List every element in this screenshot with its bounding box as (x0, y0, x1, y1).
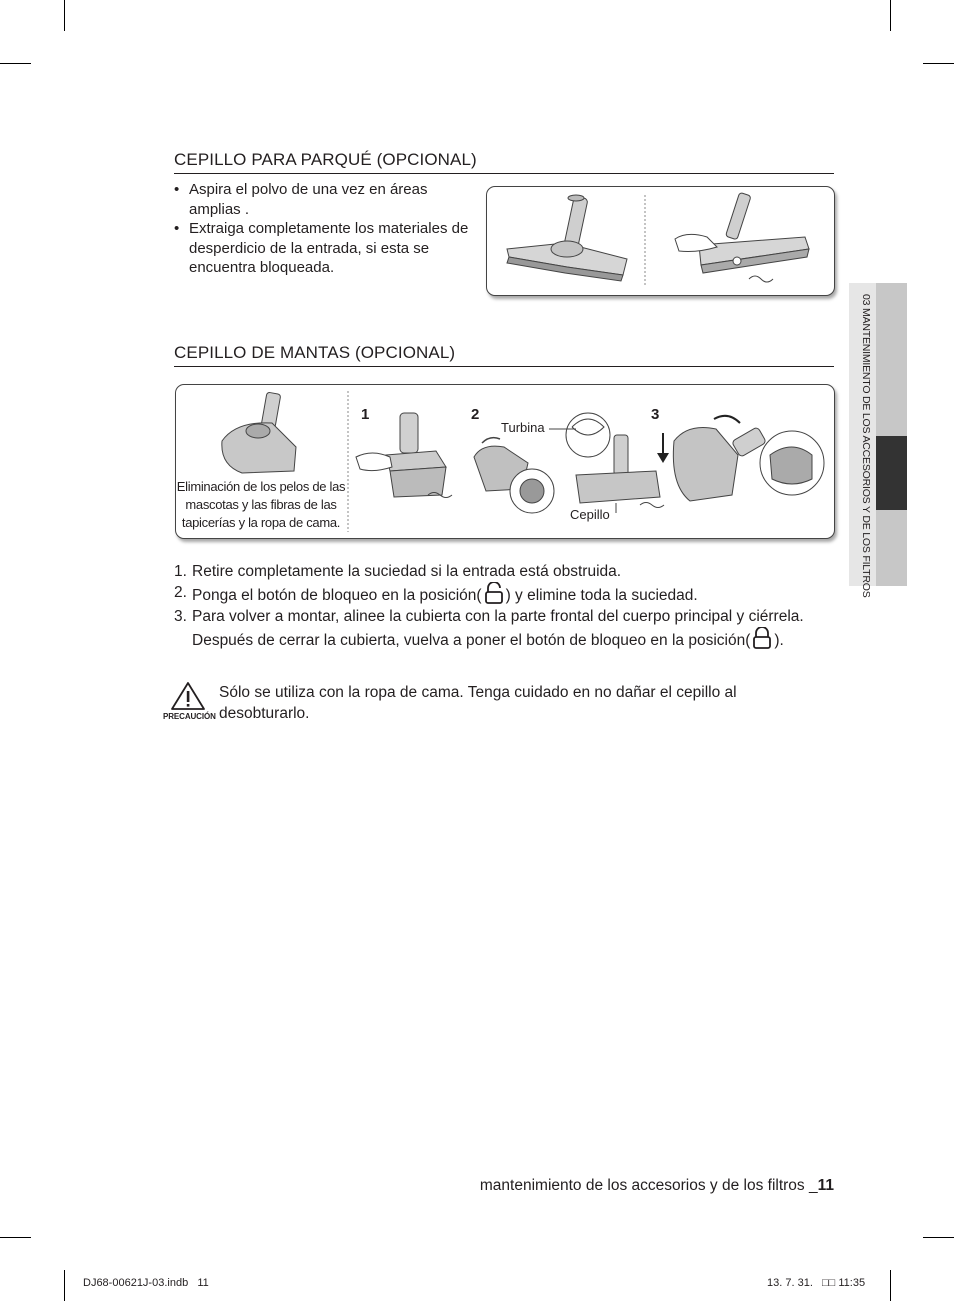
print-slug-right: 13. 7. 31. □□ 11:35 (767, 1277, 866, 1289)
lock-icon (752, 627, 772, 649)
chapter-side-tab-marker (876, 436, 907, 510)
step-text: Para volver a montar, alinee la cubierta con la parte frontal del cuerpo principal y ciérrela. Después de cerrar la cubierta, vuelva a poner el botón de bloqueo en la posición( (192, 608, 804, 649)
print-slug-left: DJ68-00621J-03.indb 11 (83, 1277, 209, 1289)
step-number: 2. (174, 584, 187, 601)
crop-mark (0, 63, 31, 64)
section-title-parquet: CEPILLO PARA PARQUÉ (OPCIONAL) (174, 150, 477, 169)
blanket-illustration-panel (175, 384, 835, 539)
caution-label: PRECAUCIÓN (163, 712, 216, 721)
turbo-brush-image (222, 392, 296, 473)
bullet-item: • Extraiga completamente los materiales de desperdicio de la entrada, si esta se encuentra bloqueada. (174, 219, 474, 278)
step-number: 1. (174, 563, 187, 580)
bullet-list (174, 180, 474, 278)
step3-image (657, 416, 824, 501)
crop-mark (0, 1237, 31, 1238)
crop-mark (890, 1270, 891, 1301)
instruction-step (174, 561, 814, 582)
crop-mark (923, 63, 954, 64)
step1-image (356, 413, 452, 498)
section-title-blanket: CEPILLO DE MANTAS (OPCIONAL) (174, 343, 456, 362)
unlock-icon (484, 582, 504, 604)
instruction-step (174, 582, 814, 606)
section-rule (174, 173, 834, 174)
crop-mark (890, 0, 891, 31)
chapter-side-tab-text: 03 MANTENIMIENTO DE LOS ACCESORIOS Y DE LOS FILTROS (860, 294, 872, 598)
step-number-1: 1 (361, 406, 370, 423)
instruction-step (174, 606, 814, 651)
step-text: ) y elimine toda la suciedad. (505, 587, 698, 604)
crop-mark (923, 1237, 954, 1238)
crop-mark (64, 1270, 65, 1301)
step-text: Ponga el botón de bloqueo en la posición( (192, 587, 482, 604)
turbo-brush-caption: Eliminación de los pelos de las mascotas y las fibras de las tapicerías y la ropa de cama. (176, 479, 346, 530)
cepillo-label: Cepillo (570, 507, 610, 522)
step-text: ). (774, 632, 784, 649)
page-footer (480, 1177, 834, 1195)
page-number: 11 (817, 1177, 834, 1194)
turbina-label: Turbina (501, 420, 545, 435)
parquet-brush-image (507, 195, 627, 281)
parquet-illustration-panel (486, 186, 835, 296)
caution-icon (170, 681, 206, 711)
step-number-3: 3 (651, 406, 660, 423)
step-number-2: 2 (471, 406, 480, 423)
instruction-list (174, 561, 814, 651)
section-rule (174, 366, 834, 367)
bullet-item: • Aspira el polvo de una vez en áreas amplias . (174, 180, 474, 219)
footer-text: mantenimiento de los accesorios y de los filtros _ (479, 1177, 818, 1194)
parquet-brush-cleaning-image (675, 192, 809, 282)
step-number: 3. (174, 608, 187, 625)
caution-text: Sólo se utiliza con la ropa de cama. Tenga cuidado en no dañar el cepillo al desobturarlo. (219, 684, 737, 722)
step-text: Retire completamente la suciedad si la entrada está obstruida. (192, 563, 622, 580)
crop-mark (64, 0, 65, 31)
parquet-brush-illustration (487, 187, 834, 295)
